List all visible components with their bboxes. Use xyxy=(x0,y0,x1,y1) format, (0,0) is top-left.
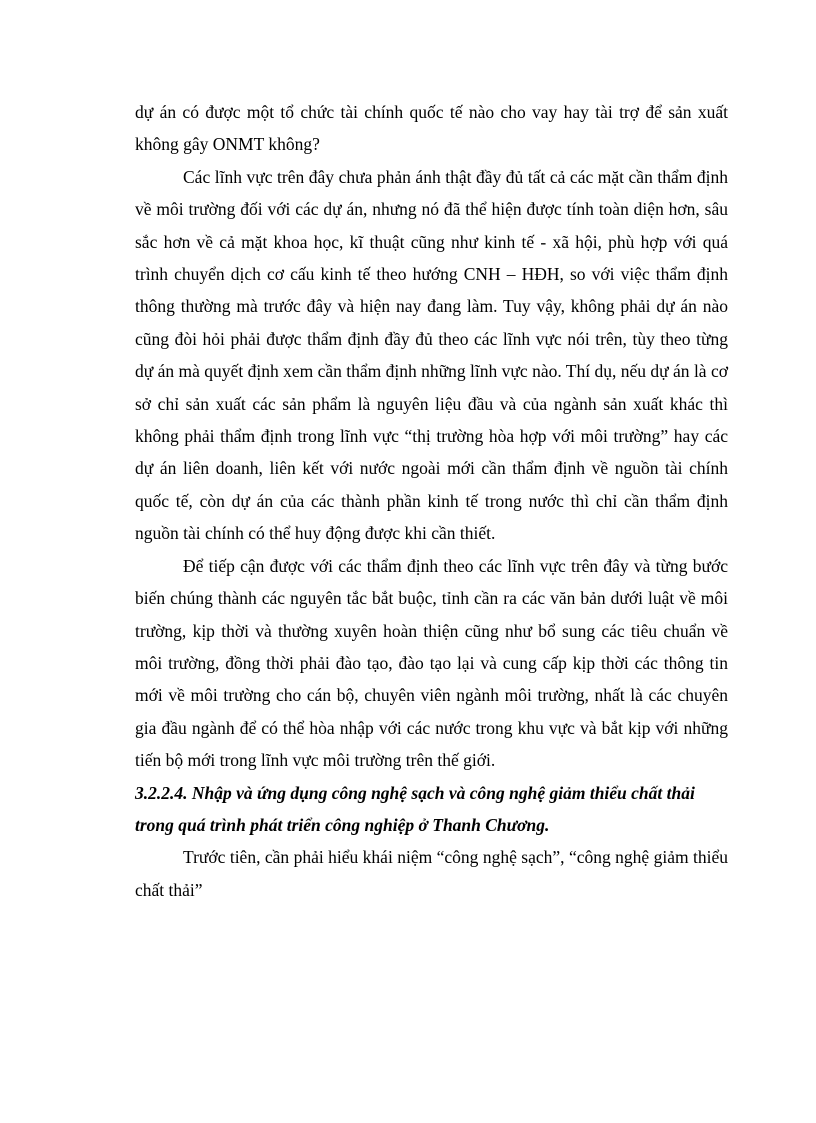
paragraph-continuation: dự án có được một tổ chức tài chính quốc tế nào cho vay hay tài trợ để sản xuất không gây ONMT không? xyxy=(135,102,728,155)
section-heading: 3.2.2.4. Nhập và ứng dụng công nghệ sạch và công nghệ giảm thiểu chất thải trong quá trình phát triển công nghiệp ở Thanh Chương. xyxy=(135,782,695,835)
paragraph-regulations: Để tiếp cận được với các thẩm định theo các lĩnh vực trên đây và từng bước biến chúng thành các nguyên tắc bắt buộc, tỉnh cần ra các văn bản dưới luật về môi trường, kịp thời và thường xuyên hoàn thiện cũng như bổ sung các tiêu chuẩn về môi trường, đồng thời phải đào tạo, đào tạo lại và cung cấp kịp thời các thông tin mới về môi trường cho cán bộ, chuyên viên ngành môi trường, nhất là các chuyên gia đầu ngành để có thể hòa nhập với các nước trong khu vực và bắt kịp với những tiến bộ mới trong lĩnh vực môi trường trên thế giới. xyxy=(135,555,728,771)
document-page xyxy=(135,96,728,906)
paragraph-clean-technology: Trước tiên, cần phải hiểu khái niệm “công nghệ sạch”, “công nghệ giảm thiểu chất thải” xyxy=(135,847,728,900)
paragraph-assessment-fields: Các lĩnh vực trên đây chưa phản ánh thật đầy đủ tất cả các mặt cần thẩm định về môi trường đối với các dự án, nhưng nó đã thể hiện được tính toàn diện hơn, sâu sắc hơn về cả mặt khoa học, kĩ thuật cũng như kinh tế - xã hội, phù hợp với quá trình chuyển dịch cơ cấu kinh tế theo hướng CNH – HĐH, so với việc thẩm định thông thường mà trước đây và hiện nay đang làm. Tuy vậy, không phải dự án nào cũng đòi hỏi phải được thẩm định đầy đủ theo các lĩnh vực nói trên, tùy theo từng dự án mà quyết định xem cần thẩm định những lĩnh vực nào. Thí dụ, nếu dự án là cơ sở chỉ sản xuất các sản phẩm là nguyên liệu đầu và của ngành sản xuất khác thì không phải thẩm định trong lĩnh vực “thị trường hòa hợp với môi trường” hay các dự án liên doanh, liên kết với nước ngoài mới cần thẩm định về nguồn tài chính quốc tế, còn dự án của các thành phần kinh tế trong nước thì chỉ cần thẩm định nguồn tài chính có thể huy động được khi cần thiết. xyxy=(135,166,728,544)
